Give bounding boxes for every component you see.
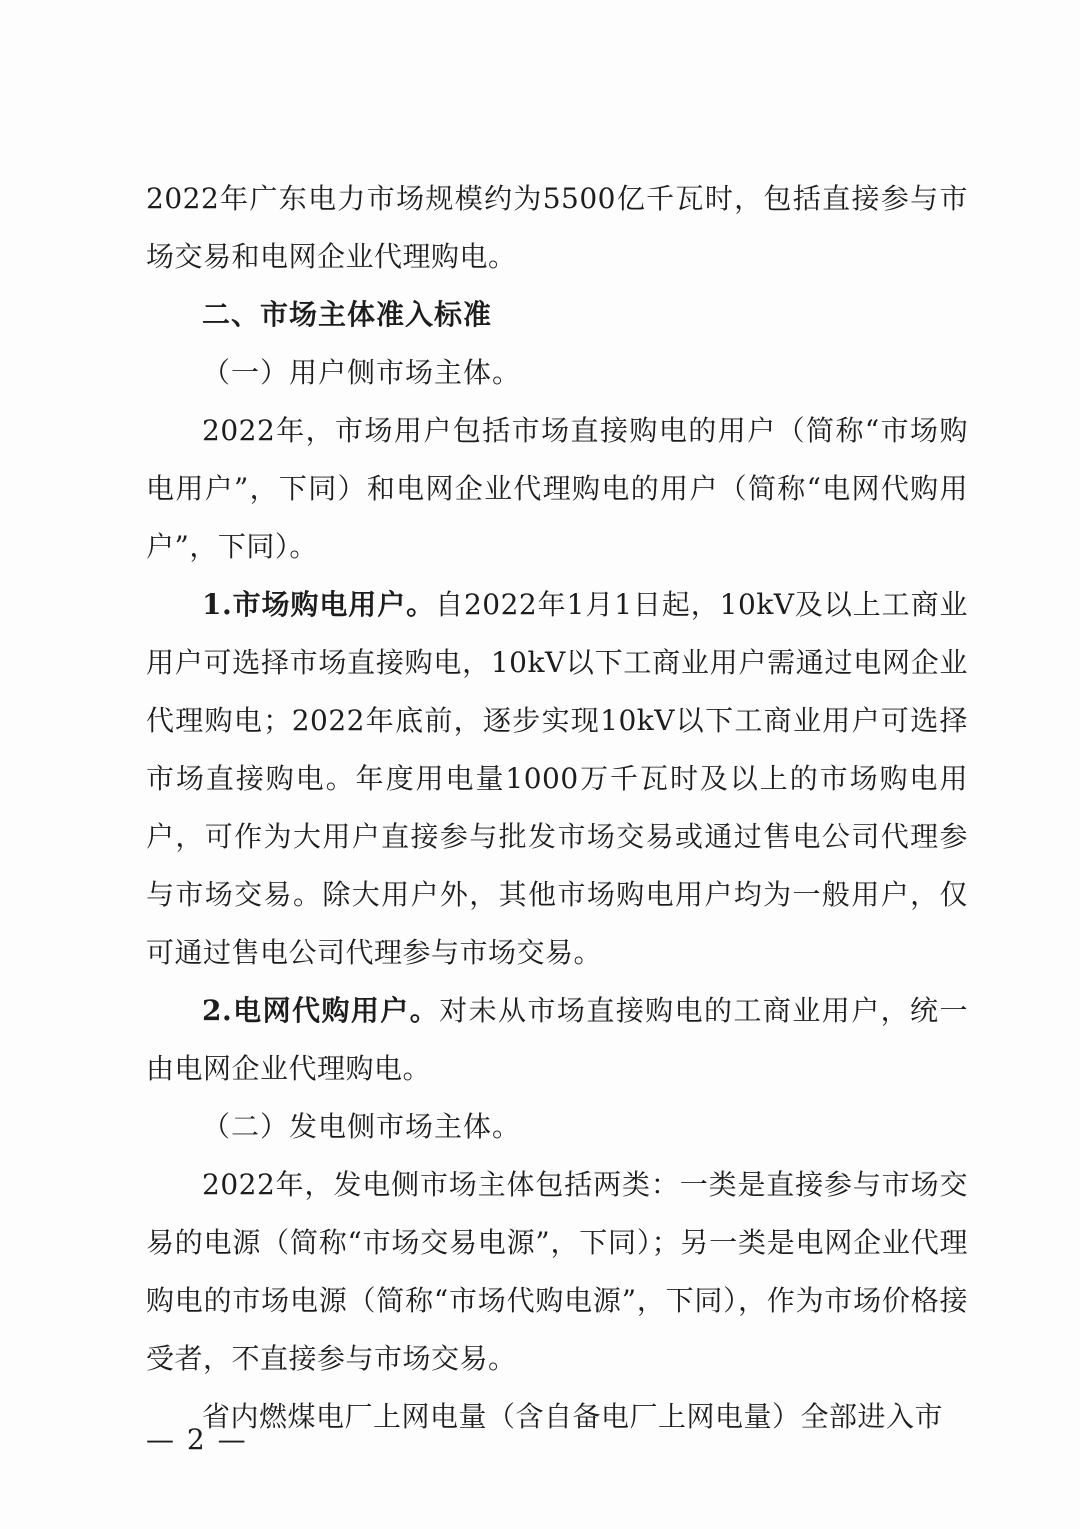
paragraph-text: 对未从市场直接购电的工商业用户，统一由电网企业代理购电。 — [146, 994, 968, 1085]
subheading-user-side: （一）用户侧市场主体。 — [202, 356, 522, 389]
subheading-generation-side: （二）发电侧市场主体。 — [202, 1110, 522, 1143]
item-heading-grid-agent-users: 2.电网代购用户。 — [202, 994, 440, 1027]
paragraph-grid-agent-users — [146, 982, 968, 1098]
paragraph-coal-plants: 省内燃煤电厂上网电量（含自备电厂上网电量）全部进入市 — [202, 1400, 944, 1433]
paragraph-market-users: 2022年，市场用户包括市场直接购电的用户（简称“市场购电用户”，下同）和电网企业代理购电的用户（简称“电网代购用户”，下同）。 — [146, 414, 968, 563]
paragraph-text: 自2022年1月1日起，10kV及以上工商业用户可选择市场直接购电，10kV以下工商业用户需通过电网企业代理购电；2022年底前，逐步实现10kV以下工商业用户可选择市场直接购电。年度用电量1000万千瓦时及以上的市场购电用户，可作为大用户直接参与批发市场交易或通过售电公司代理参与市场交易。除大用户外，其他市场购电用户均为一般用户，仅可通过售电公司代理参与市场交易。 — [146, 588, 968, 969]
page-number: — 2 — — [146, 1423, 248, 1456]
paragraph-generation-side: 2022年，发电侧市场主体包括两类：一类是直接参与市场交易的电源（简称“市场交易电源”，下同）；另一类是电网企业代理购电的市场电源（简称“市场代购电源”，下同），作为市场价格接受者，不直接参与市场交易。 — [146, 1168, 968, 1375]
document-body — [146, 170, 968, 1446]
section-heading: 二、市场主体准入标准 — [202, 298, 493, 331]
item-heading-market-purchase-users: 1.市场购电用户。 — [202, 588, 436, 621]
paragraph-market-scale: 2022年广东电力市场规模约为5500亿千瓦时，包括直接参与市场交易和电网企业代理购电。 — [146, 182, 968, 273]
paragraph-market-purchase-users — [146, 576, 968, 982]
